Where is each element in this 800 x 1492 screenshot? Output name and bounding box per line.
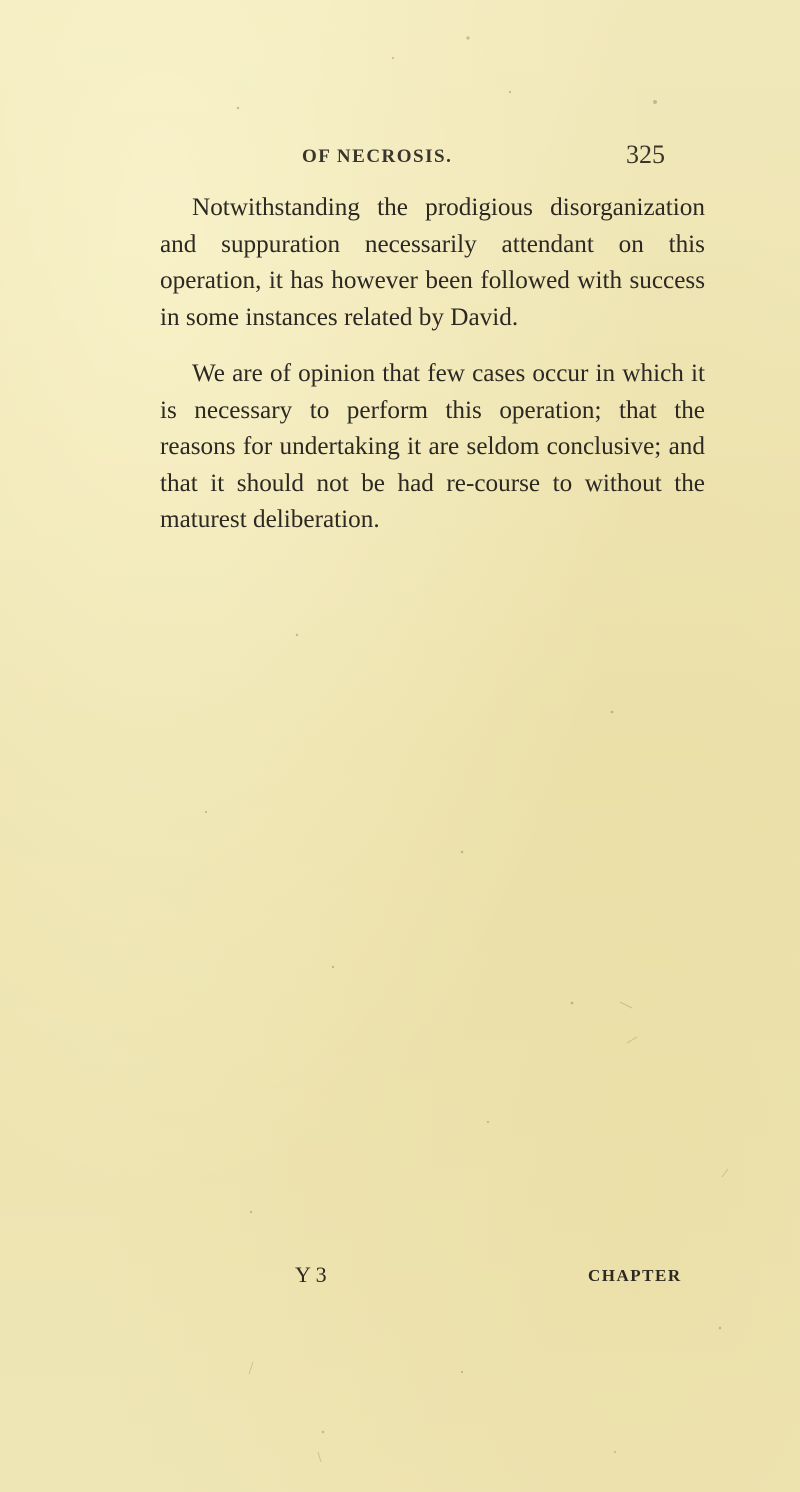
body-text xyxy=(160,190,705,539)
signature-mark: Y 3 xyxy=(295,1262,327,1287)
paragraph-1: Notwithstanding the prodigious disorganization and suppuration necessarily attendant on this operation, it has however been followed with success in some instances related by David. xyxy=(160,194,705,331)
running-head xyxy=(0,138,800,178)
page-footer xyxy=(0,1262,800,1302)
running-title: OF NECROSIS. xyxy=(302,146,453,167)
page-number: 325 xyxy=(626,140,665,169)
catchword: CHAPTER xyxy=(588,1266,682,1285)
paragraph-2: We are of opinion that few cases occur in which it is necessary to perform this operation; that the reasons for undertaking it are seldom conclusive; and that it should not be had re-course to without the maturest deliberation. xyxy=(160,360,705,533)
